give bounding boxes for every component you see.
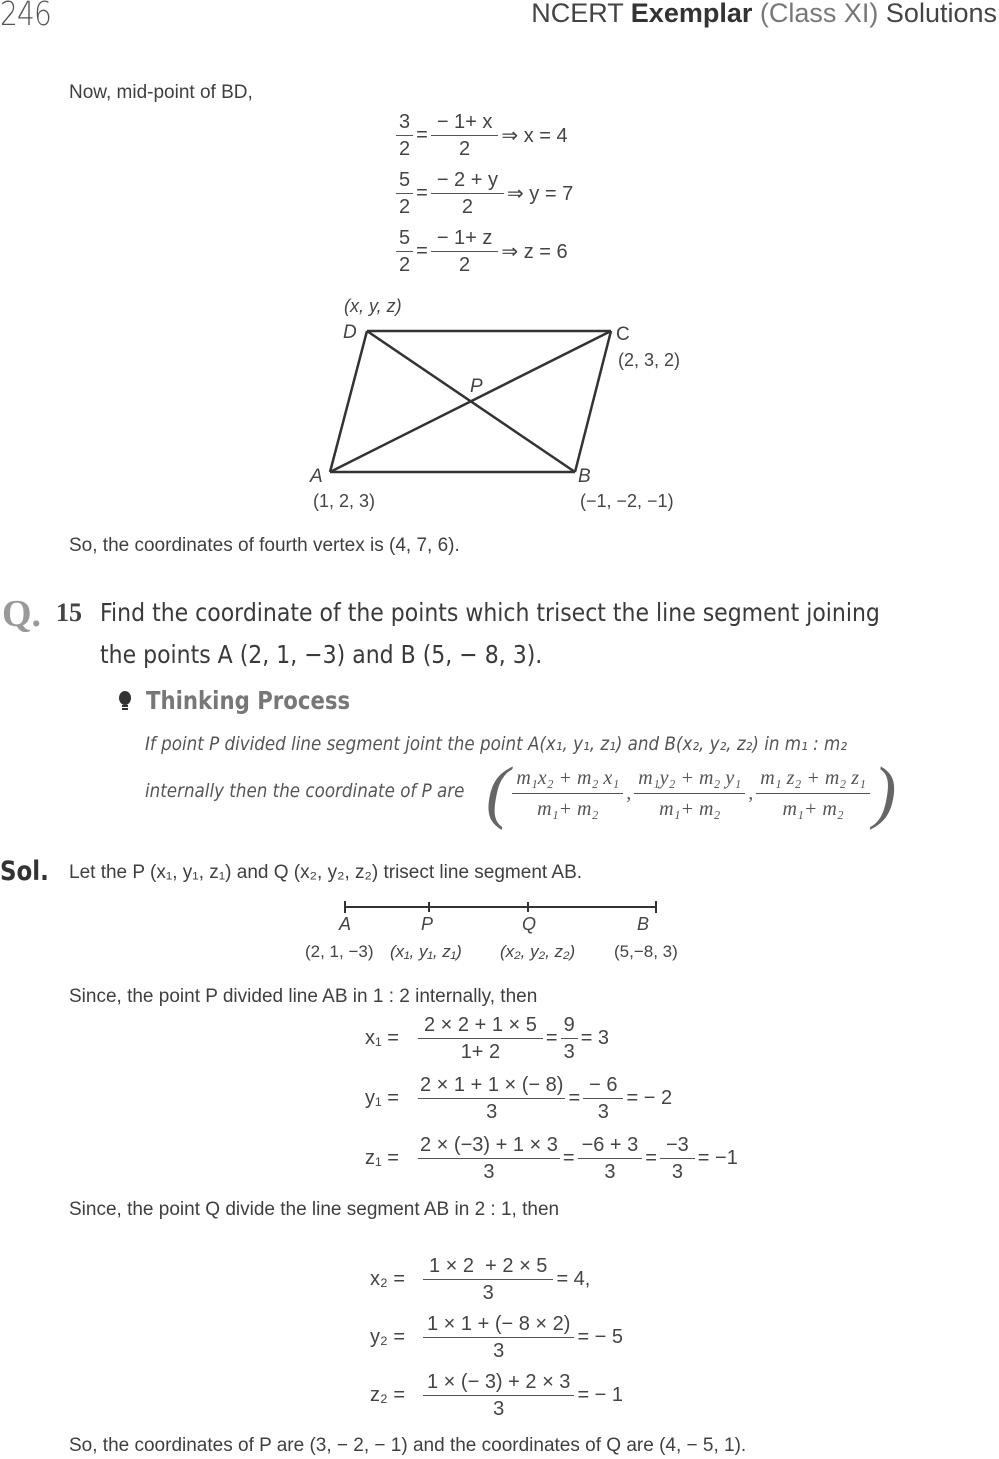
q-equations [370,1250,623,1424]
section-formula: ( $\frac{\text{m₁x₂ + m₂ x₁}}{\text{m₁+ m₂}}$ , $\frac{\text{m₁y₂ + m₂ y₁}}{\text{m₁+ m₂}}$ , $\frac{\text{m₁ z₂ + m₂ z₁}}{\text{m₁+ m₂}}$ ) [486,754,897,831]
eq-x1: x₁ = $\frac{2 \times 2 + 1 \times 5}{1+ 2}$ = $\frac{9}{3}$ = 3 [365,1013,610,1063]
label-C-coords: (2, 3, 2) [618,350,681,370]
page-number: 246 [0,0,51,33]
book-bold: Exemplar [630,0,753,28]
solution-intro: Let the P (x₁, y₁, z₁) and Q (x₂, y₂, z₂) trisect line segment AB. [69,862,583,883]
book-title [531,0,997,29]
trisection-segment-figure [300,895,720,975]
midpoint-eq-x: $\frac{3}{2}$ = $\frac{- 1+ x}{2}$ ⇒ x = 4 [393,106,573,164]
fourth-vertex-conclusion: So, the coordinates of fourth vertex is (4, 7, 6). [69,535,460,556]
svg-text:(x₂, y₂, z₂): (x₂, y₂, z₂) [500,942,576,961]
question-label: Q. [2,593,42,635]
thinking-process-line-1: If point P divided line segment joint the point A(x₁, y₁, z₁) and B(x₂, y₂, z₂) in m₁ : m₂ [145,733,848,755]
label-D: D [343,322,357,343]
q-division-intro: Since, the point Q divide the line segment AB in 2 : 1, then [69,1199,560,1220]
final-conclusion: So, the coordinates of P are (3, − 2, − 1) and the coordinates of Q are (4, − 5, 1). [69,1435,747,1456]
svg-text:(2, 1, −3): (2, 1, −3) [305,942,374,961]
p-equations [365,1008,738,1188]
eq-y1: y₁ = $\frac{2 \times 1 + 1 \times (- 8)}{3}$ = $\frac{- 6}{3}$ = − 2 [365,1073,673,1123]
question-number: 15 [56,598,82,627]
label-D-coords: (x, y, z) [344,296,402,316]
question-line-1: Find the coordinate of the points which trisect the line segment joining [100,598,880,627]
midpoint-intro: Now, mid-point of BD, [69,82,253,103]
p-division-intro: Since, the point P divided line AB in 1 : 2 internally, then [69,986,538,1007]
label-P: P [470,376,483,397]
midpoint-eq-y: $\frac{5}{2}$ = $\frac{- 2 + y}{2}$ ⇒ y = 7 [393,164,573,222]
svg-text:Q: Q [522,914,537,934]
label-A-coords: (1, 2, 3) [313,491,376,511]
label-C: C [616,324,630,345]
eq-x2: x₂ = $\frac{1 \times 2 + 2 \times 5}{3}$ = 4, [370,1254,591,1304]
svg-text:B: B [637,914,650,934]
eq-z1: z₁ = $\frac{2 \times (-3) + 1 \times 3}{3}$ = $\frac{-6 + 3}{3}$ = $\frac{-3}{3}$ = −1 [365,1133,738,1183]
solution-label: Sol. [0,856,49,887]
thinking-process-line-2: internally then the coordinate of P are [145,780,465,802]
lightbulb-icon [118,690,132,712]
midpoint-eq-z: $\frac{5}{2}$ = $\frac{- 1+ z}{2}$ ⇒ z = 6 [393,222,573,280]
eq-z2: z₂ = $\frac{1 \times (- 3) + 2 \times 3}{3}$ = − 1 [370,1370,624,1420]
midpoint-equations [393,106,573,280]
label-A: A [310,466,323,487]
label-B-coords: (−1, −2, −1) [580,491,674,511]
book-suffix: Solutions [885,0,997,28]
label-B: B [578,466,591,487]
parallelogram-figure [300,290,700,520]
svg-text:(5,−8, 3): (5,−8, 3) [614,942,678,961]
svg-text:(x₁, y₁, z₁): (x₁, y₁, z₁) [390,942,462,961]
eq-y2: y₂ = $\frac{1 \times 1 + (- 8 \times 2)}{3}$ = − 5 [370,1312,624,1362]
thinking-process-title: Thinking Process [146,686,351,715]
book-prefix: NCERT [531,0,624,28]
svg-text:A: A [339,914,352,934]
book-class: (Class XI) [759,0,879,28]
svg-text:P: P [421,914,434,934]
question-line-2: the points A (2, 1, −3) and B (5, − 8, 3). [100,640,543,669]
